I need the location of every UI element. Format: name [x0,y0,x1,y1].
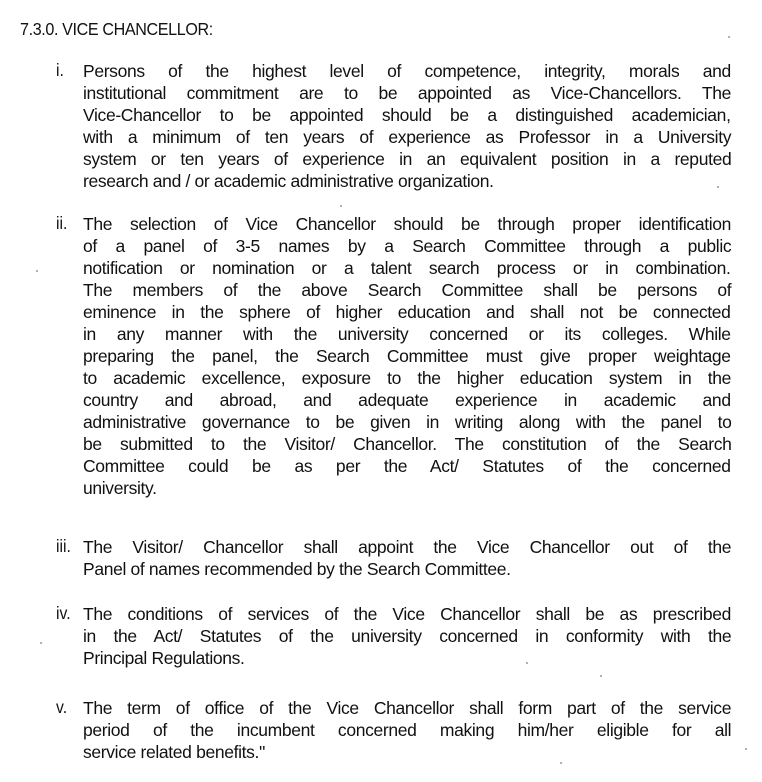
text-line: preparing the panel, the Search Committee must give proper weightage [83,346,731,366]
item-text [83,603,731,669]
item-text [83,536,731,580]
scan-speck [600,675,602,677]
scan-speck [717,186,719,188]
text-line: in the Act/ Statutes of the university concerned in conformity with the [83,626,732,646]
item-numeral: iii. [56,536,71,556]
text-line: Panel of names recommended by the Search Committee. [83,559,511,579]
item-numeral: i. [56,60,64,80]
text-line: research and / or academic administrative organization. [83,171,494,191]
text-line: The Visitor/ Chancellor shall appoint the Vice Chancellor out of the [83,537,732,557]
text-line: period of the incumbent concerned making him/her eligible for all [83,720,732,740]
text-line: university. [83,478,157,498]
scan-speck [728,36,730,38]
text-line: Principal Regulations. [83,648,245,668]
scan-speck [36,270,38,272]
text-line: administrative governance to be given in writing along with the panel to [83,412,732,432]
text-line: The selection of Vice Chancellor should be through proper identification [83,214,732,234]
text-line: Committee could be as per the Act/ Statutes of the concerned [83,456,731,476]
scan-speck [40,642,42,644]
text-line: system or ten years of experience in an equivalent position in a reputed [83,149,732,169]
item-numeral: ii. [56,213,68,233]
text-line: in any manner with the university concerned or its colleges. While [83,324,731,344]
text-line: service related benefits." [83,742,265,762]
text-line: with a minimum of ten years of experience as Professor in a University [83,127,732,147]
text-line: The members of the above Search Committee shall be persons of [83,280,732,300]
scan-speck [340,205,342,207]
item-text [83,697,731,763]
item-numeral: iv. [56,603,71,623]
scan-speck [526,662,528,664]
item-numeral: v. [56,697,68,717]
text-line: institutional commitment are to be appointed as Vice-Chancellors. The [83,83,731,103]
scan-speck [745,748,747,750]
text-line: to academic excellence, exposure to the higher education system in the [83,368,731,388]
text-line: be submitted to the Visitor/ Chancellor. The constitution of the Search [83,434,732,454]
scan-speck [560,762,562,764]
text-line: Vice-Chancellor to be appointed should be a distinguished academician, [83,105,731,125]
text-line: The term of office of the Vice Chancellor shall form part of the service [83,698,732,718]
text-line: Persons of the highest level of competence, integrity, morals and [83,61,731,81]
text-line: notification or nomination or a talent search process or in combination. [83,258,731,278]
item-text [83,213,731,499]
text-line: country and abroad, and adequate experience in academic and [83,390,731,410]
text-line: eminence in the sphere of higher education and shall not be connected [83,302,731,322]
text-line: The conditions of services of the Vice Chancellor shall be as prescribed [83,604,731,624]
item-text [83,60,731,192]
text-line: of a panel of 3-5 names by a Search Committee through a public [83,236,732,256]
section-heading: 7.3.0. VICE CHANCELLOR: [20,19,213,39]
